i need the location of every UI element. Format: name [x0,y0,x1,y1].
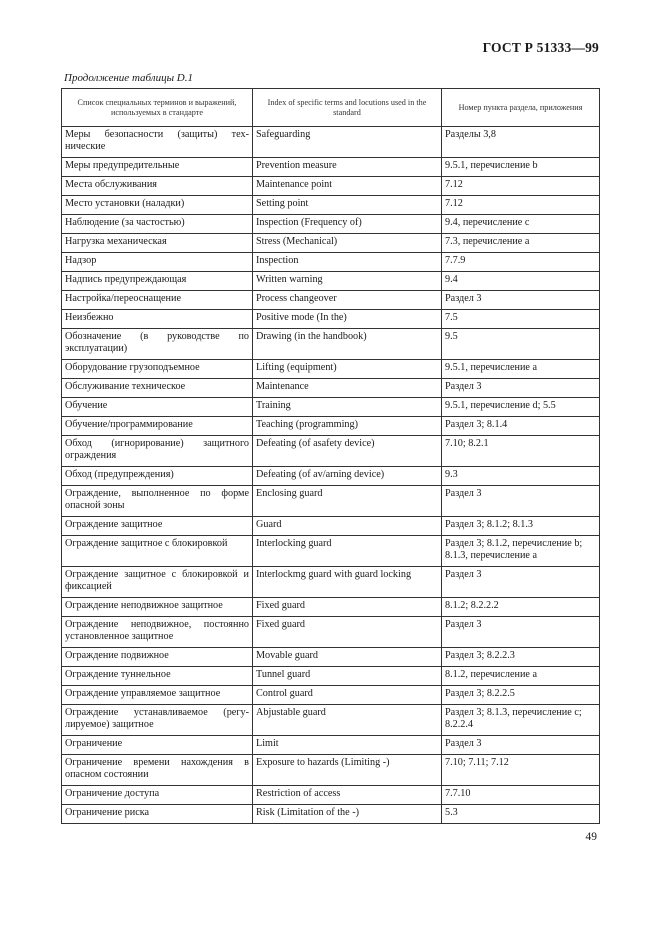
term-en-cell: Safeguarding [253,127,442,158]
section-ref-cell: 7.7.10 [442,786,600,805]
section-ref-cell: Раздел 3 [442,567,600,598]
term-en-cell: Maintenance point [253,177,442,196]
section-ref-cell: Раздел 3; 8.2.2.3 [442,648,600,667]
term-en-cell: Fixed guard [253,598,442,617]
term-ru-cell: Обход (предупреждения) [62,467,253,486]
section-ref-cell: 7.3, перечисление a [442,234,600,253]
section-ref-cell: Раздел 3; 8.1.2, перечисление b; 8.1.3, перечисление a [442,536,600,567]
term-en-cell: Movable guard [253,648,442,667]
section-ref-cell: Раздел 3; 8.1.2; 8.1.3 [442,517,600,536]
term-ru-cell: Надпись предупреждающая [62,272,253,291]
table-row [62,177,600,196]
term-ru-cell: Ограничение времени нахождения в опасном состоянии [62,755,253,786]
table-row [62,215,600,234]
section-ref-cell: Раздел 3; 8.1.3, перечисление c; 8.2.2.4 [442,705,600,736]
term-ru-cell: Ограждение неподвижное защитное [62,598,253,617]
section-ref-cell: 7.5 [442,310,600,329]
term-en-cell: Defeating (of asafety device) [253,436,442,467]
table-header-row [62,89,600,127]
section-ref-cell: 8.1.2, перечисление a [442,667,600,686]
table-row [62,436,600,467]
section-ref-cell: Раздел 3 [442,379,600,398]
table-row [62,517,600,536]
term-en-cell: Interlocking guard [253,536,442,567]
term-en-cell: Inspection (Frequency of) [253,215,442,234]
table-row [62,379,600,398]
term-ru-cell: Оборудование грузоподъемное [62,360,253,379]
term-ru-cell: Ограждение, выполненное по форме опасной зоны [62,486,253,517]
table-row [62,486,600,517]
section-ref-cell: 7.7.9 [442,253,600,272]
term-ru-cell: Обучение/программирование [62,417,253,436]
section-ref-cell: Раздел 3 [442,736,600,755]
term-ru-cell: Надзор [62,253,253,272]
table-row [62,329,600,360]
term-ru-cell: Ограничение доступа [62,786,253,805]
terms-index-table [61,88,600,824]
term-ru-cell: Ограждение защитное с блокировкой и фиксацией [62,567,253,598]
term-en-cell: Control guard [253,686,442,705]
term-ru-cell: Ограждение неподвижное, постоянно установленное защитное [62,617,253,648]
table-row [62,272,600,291]
table-continuation-caption: Продолжение таблицы D.1 [64,72,193,84]
term-en-cell: Risk (Limitation of the -) [253,805,442,824]
term-en-cell: Fixed guard [253,617,442,648]
term-ru-cell: Ограждение защитное с блокировкой [62,536,253,567]
table-row [62,736,600,755]
section-ref-cell: 7.10; 7.11; 7.12 [442,755,600,786]
table-row [62,196,600,215]
table-row [62,536,600,567]
table-row [62,567,600,598]
term-ru-cell: Настройка/переоснащение [62,291,253,310]
term-ru-cell: Наблюдение (за частостью) [62,215,253,234]
term-en-cell: Maintenance [253,379,442,398]
table-row [62,467,600,486]
column-header-terms-ru: Список специальных терминов и выражений, используемых в стандарте [62,89,253,127]
table-row [62,786,600,805]
term-en-cell: Limit [253,736,442,755]
section-ref-cell: 5.3 [442,805,600,824]
term-ru-cell: Ограждение туннельное [62,667,253,686]
term-ru-cell: Место установки (наладки) [62,196,253,215]
section-ref-cell: 7.12 [442,177,600,196]
table-row [62,805,600,824]
section-ref-cell: 9.5 [442,329,600,360]
section-ref-cell: Разделы 3,8 [442,127,600,158]
section-ref-cell: 9.5.1, перечисление d; 5.5 [442,398,600,417]
table-row [62,598,600,617]
term-en-cell: Defeating (of av/arning device) [253,467,442,486]
table-row [62,127,600,158]
page-number: 49 [585,831,597,843]
term-ru-cell: Ограничение [62,736,253,755]
term-en-cell: Positive mode (In the) [253,310,442,329]
section-ref-cell: Раздел 3 [442,291,600,310]
term-ru-cell: Обучение [62,398,253,417]
table-row [62,686,600,705]
section-ref-cell: 9.4 [442,272,600,291]
term-ru-cell: Меры безопасности (защиты) технические [62,127,253,158]
section-ref-cell: Раздел 3; 8.1.4 [442,417,600,436]
column-header-section: Номер пункта раздела, приложения [442,89,600,127]
term-en-cell: Lifting (equipment) [253,360,442,379]
term-en-cell: Written warning [253,272,442,291]
term-ru-cell: Неизбежно [62,310,253,329]
term-ru-cell: Обслуживание техническое [62,379,253,398]
term-en-cell: Drawing (in the handbook) [253,329,442,360]
table-row [62,234,600,253]
term-ru-cell: Нагрузка механическая [62,234,253,253]
table-row [62,291,600,310]
term-en-cell: Exposure to hazards (Limiting -) [253,755,442,786]
term-ru-cell: Места обслуживания [62,177,253,196]
term-en-cell: Interlockmg guard with guard locking [253,567,442,598]
term-en-cell: Guard [253,517,442,536]
term-en-cell: Training [253,398,442,417]
table-row [62,398,600,417]
term-en-cell: Stress (Mechanical) [253,234,442,253]
term-en-cell: Abjustable guard [253,705,442,736]
section-ref-cell: 9.5.1, перечисление b [442,158,600,177]
table-row [62,253,600,272]
section-ref-cell: 9.4, перечисление c [442,215,600,234]
table-row [62,617,600,648]
term-en-cell: Process changeover [253,291,442,310]
table-row [62,360,600,379]
term-ru-cell: Ограждение защитное [62,517,253,536]
column-header-terms-en: Index of specific terms and locutions used in the standard [253,89,442,127]
term-en-cell: Inspection [253,253,442,272]
term-ru-cell: Обозначение (в руководстве по эксплуатации) [62,329,253,360]
section-ref-cell: 7.10; 8.2.1 [442,436,600,467]
term-ru-cell: Обход (игнорирование) защитного ограждения [62,436,253,467]
table-row [62,310,600,329]
term-ru-cell: Ограждение подвижное [62,648,253,667]
table-row [62,648,600,667]
table-row [62,158,600,177]
term-en-cell: Enclosing guard [253,486,442,517]
term-en-cell: Setting point [253,196,442,215]
section-ref-cell: 7.12 [442,196,600,215]
section-ref-cell: 8.1.2; 8.2.2.2 [442,598,600,617]
term-en-cell: Prevention measure [253,158,442,177]
section-ref-cell: 9.3 [442,467,600,486]
term-ru-cell: Меры предупредительные [62,158,253,177]
term-en-cell: Restriction of access [253,786,442,805]
term-ru-cell: Ограждение управляемое защитное [62,686,253,705]
table-row [62,667,600,686]
section-ref-cell: Раздел 3 [442,486,600,517]
term-en-cell: Teaching (programming) [253,417,442,436]
document-code: ГОСТ Р 51333—99 [482,40,599,55]
table-row [62,705,600,736]
term-en-cell: Tunnel guard [253,667,442,686]
section-ref-cell: 9.5.1, перечисление a [442,360,600,379]
section-ref-cell: Раздел 3; 8.2.2.5 [442,686,600,705]
term-ru-cell: Ограничение риска [62,805,253,824]
term-ru-cell: Ограждение устанавливаемое (регулируемое) защитное [62,705,253,736]
table-row [62,417,600,436]
table-row [62,755,600,786]
section-ref-cell: Раздел 3 [442,617,600,648]
